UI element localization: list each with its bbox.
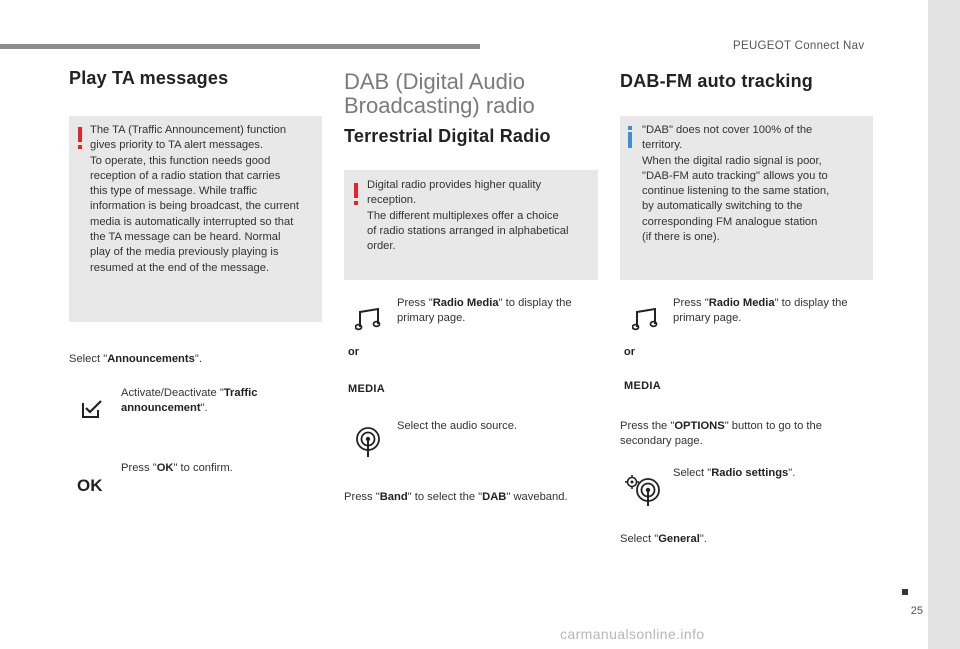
header-rule <box>0 44 480 49</box>
section-title-dab: DAB (Digital Audio Broadcasting) radio <box>344 69 535 118</box>
page-number: 25 <box>910 605 923 617</box>
info-text-dab-fm: "DAB" does not cover 100% of the territory. When the digital radio signal is poor, "DAB-FM auto tracking" allows you to continue listening to the same station, by automatically switching to the corresponding FM analogue station (if there is one). <box>642 124 830 244</box>
media-button-label: MEDIA <box>624 380 661 392</box>
subtitle-terrestrial: Terrestrial Digital Radio <box>344 126 551 146</box>
ok-icon: OK <box>77 476 103 495</box>
press-band-text: Press "Band" to select the "DAB" waveband. <box>344 491 568 503</box>
continue-marker <box>902 589 908 595</box>
warning-text-dab: Digital radio provides higher quality reception. The different multiplexes offer a choice of radio stations arranged in alphabetical order. <box>367 179 569 253</box>
section-title-dab-fm: DAB-FM auto tracking <box>620 71 813 91</box>
side-bar <box>928 0 960 649</box>
press-ok-text: Press "OK" to confirm. <box>121 462 233 474</box>
select-announcements-text: Select "Announcements". <box>69 353 202 365</box>
or-label: or <box>348 346 359 358</box>
brand-label: PEUGEOT Connect Nav <box>733 40 865 52</box>
music-note-icon <box>355 307 381 331</box>
or-label: or <box>624 346 635 358</box>
music-note-icon <box>632 307 658 331</box>
radio-source-icon <box>355 426 383 458</box>
press-options-text: Press the "OPTIONS" button to go to the secondary page. <box>620 420 822 448</box>
press-radio-media-text: Press "Radio Media" to display the primary page. <box>397 297 572 325</box>
watermark: carmanualsonline.info <box>560 626 705 642</box>
select-audio-source-text: Select the audio source. <box>397 420 518 432</box>
section-title-ta: Play TA messages <box>69 68 229 88</box>
select-radio-settings-text: Select "Radio settings". <box>673 467 796 479</box>
checkbox-icon <box>80 400 104 420</box>
select-general-text: Select "General". <box>620 533 707 545</box>
activate-traffic-text: Activate/Deactivate "Traffic announcement". <box>121 387 258 415</box>
warning-text-ta: The TA (Traffic Announcement) function gives priority to TA alert messages. To operate, this function needs good reception of a radio station that carries this type of message. While traffic information is being broadcast, the current media is automatically interrupted so that the TA message can be heard. Normal play of the media previously playing is resumed at the end of the message. <box>90 124 299 274</box>
media-button-label: MEDIA <box>348 383 385 395</box>
press-radio-media-text: Press "Radio Media" to display the primary page. <box>673 297 848 325</box>
radio-settings-icon <box>624 473 662 507</box>
